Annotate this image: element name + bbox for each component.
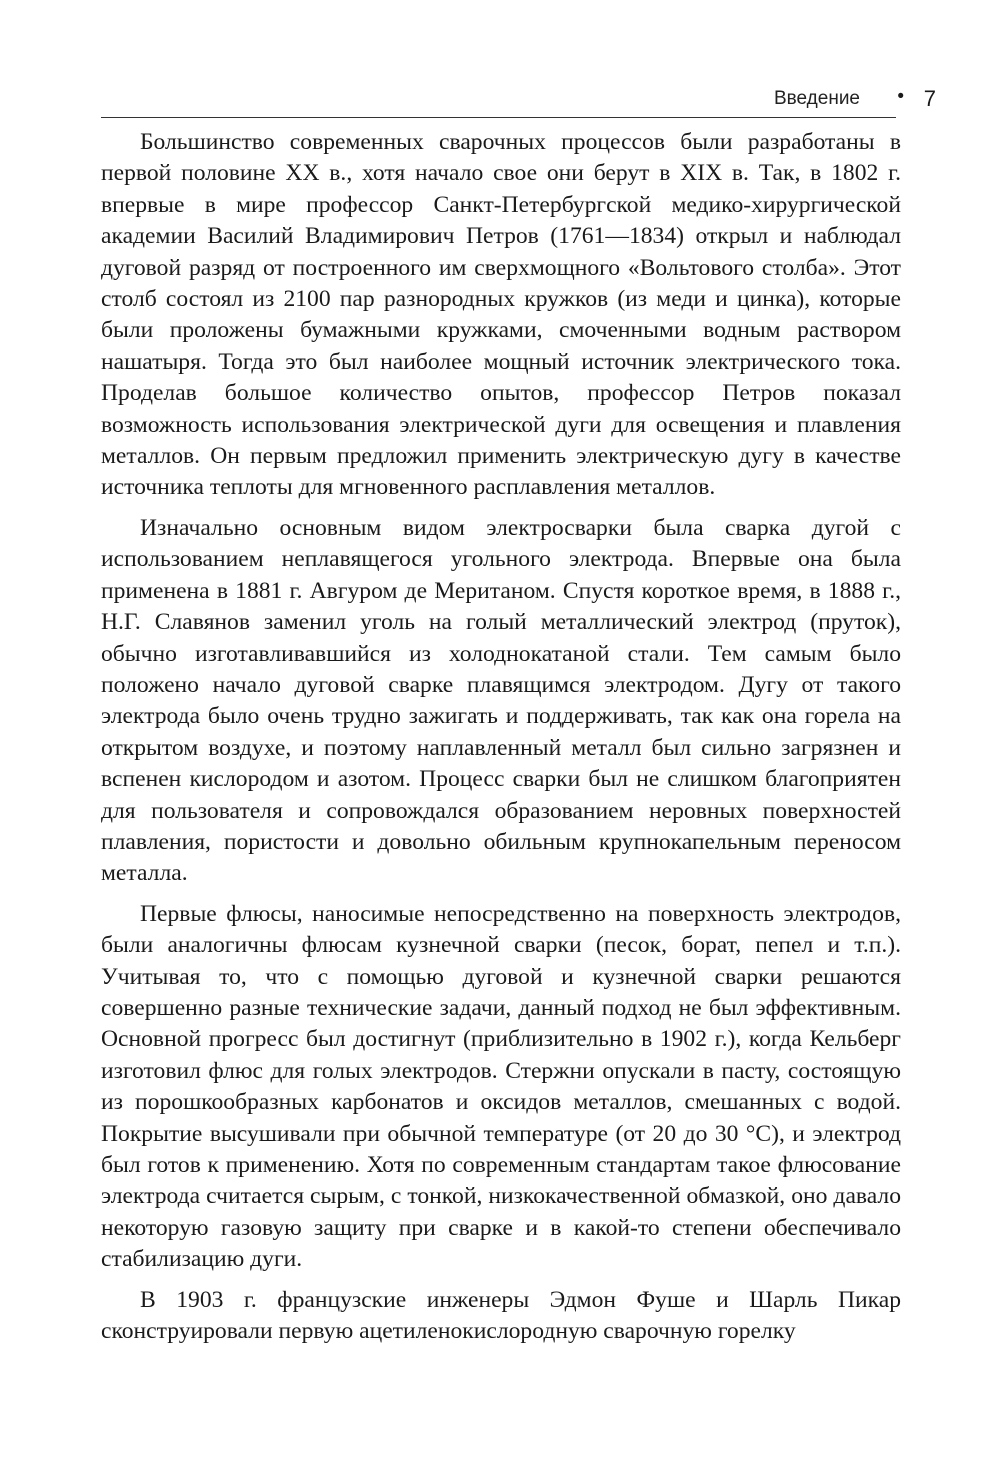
running-header	[101, 86, 938, 114]
body-text	[101, 127, 901, 1356]
header-rule	[101, 117, 896, 118]
paragraph: Большинство современных сварочных процессов были разработаны в первой половине XX в., хотя начало свое они берут в XIX в. Так, в 1802 г. впервые в мире профессор Санкт-Петербургской медико-хирургической академии Василий Владимирович Петров (1761—1834) открыл и наблюдал дуговой разряд от построенного им сверхмощного «Вольтового столба». Этот столб состоял из 2100 пар разнородных кружков (из меди и цинка), которые были проложены бумажными кружками, смоченными водным раствором нашатыря. Тогда это был наиболее мощный источник электрического тока. Проделав большое количество опытов, профессор Петров показал возможность использования электрической дуги для освещения и плавления металлов. Он первым предложил применить электрическую дугу в качестве источника теплоты для мгновенного расплавления металлов.	[101, 129, 901, 501]
paragraph: Первые флюсы, наносимые непосредственно на поверхность электродов, были аналогичны флюсам кузнечной сварки (песок, борат, пепел и т.п.). Учитывая то, что с помощью дуговой и кузнечной сварки решаются совершенно разные технические задачи, данный подход не был эффективным. Основной прогресс был достигнут (приблизительно в 1902 г.), когда Кельберг изготовил флюс для голых электродов. Стержни опускали в пасту, состоящую из порошкообразных карбонатов и оксидов металлов, смешанных с водой. Покрытие высушивали при обычной температуре (от 20 до 30 °С), и электрод был готов к применению. Хотя по современным стандартам такое флюсование электрода считается сырым, с тонкой, низкокачественной обмазкой, оно давало некоторую газовую защиту при сварке и в какой-то степени обеспечивало стабилизацию дуги.	[101, 900, 901, 1273]
section-title: Введение	[773, 88, 860, 109]
paragraph: Изначально основным видом электросварки была сварка дугой с использованием неплавящегося угольного электрода. Впервые она была применена в 1881 г. Авгуром де Меританом. Спустя короткое время, в 1888 г., Н.Г. Славянов заменил уголь на голый металлический электрод (пруток), обычно изготавливавшийся из холоднокатаной стали. Тем самым было положено начало дуговой сварке плавящимся электродом. Дугу от такого электрода было очень трудно зажигать и поддерживать, так как она горела на открытом воздухе, и поэтому наплавленный металл был сильно загрязнен и вспенен кислородом и азотом. Процесс сварки был не слишком благоприятен для пользователя и сопровождался образованием неровных поверхностей плавления, пористости и довольно обильным крупнокапельным переносом металла.	[101, 514, 901, 887]
header-separator: •	[897, 86, 904, 107]
page-number: 7	[923, 86, 936, 111]
paragraph: В 1903 г. французские инженеры Эдмон Фуше и Шарль Пикар сконструировали первую ацетиленокислородную сварочную горелку	[101, 1286, 901, 1345]
